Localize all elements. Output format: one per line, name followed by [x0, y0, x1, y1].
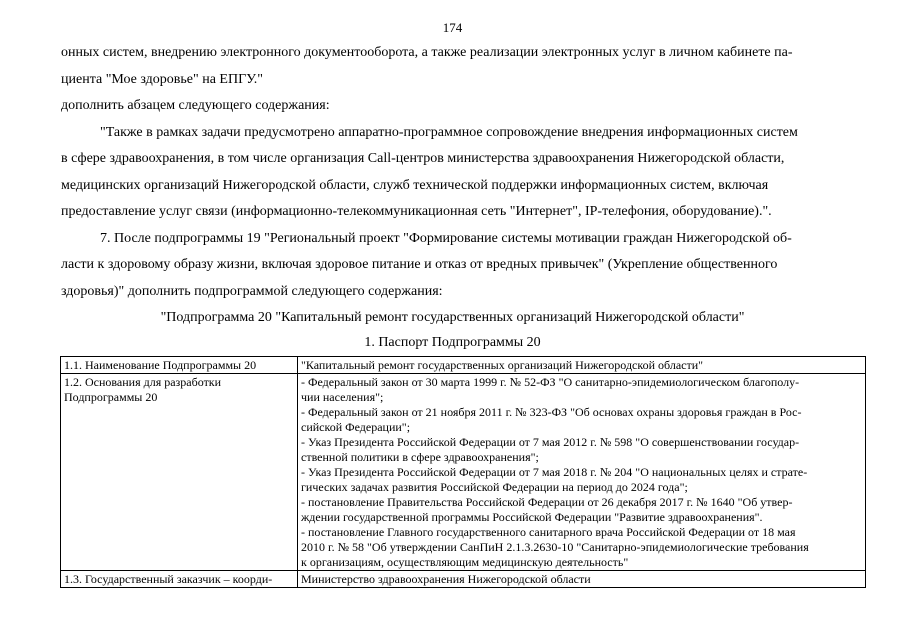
cell-text: 1.1. Наименование Подпрограммы 20	[64, 358, 257, 372]
cell-text: - Указ Президента Российской Федерации от 7 мая 2012 г. № 598 "О совершенствовании государ-	[301, 435, 800, 449]
table-row	[61, 374, 866, 571]
cell-text: Подпрограммы 20	[64, 390, 158, 404]
table-row	[61, 571, 866, 588]
text-line: в сфере здравоохранения, в том числе организация Call-центров министерства здравоохранения Нижегородской области,	[61, 151, 785, 166]
cell-text: - Федеральный закон от 21 ноября 2011 г. № 323-ФЗ "Об основах охраны здоровья граждан в Рос-	[301, 405, 802, 419]
cell-text: ственной политики в сфере здравоохранения";	[301, 450, 539, 464]
cell-text: - постановление Главного государственного санитарного врача Российской Федерации от 18 мая	[301, 525, 796, 539]
cell-text: к организациям, осуществляющим медицинскую деятельность"	[301, 555, 629, 569]
cell-text: 2010 г. № 58 "Об утверждении СанПиН 2.1.3.2630-10 "Санитарно-эпидемиологические требования	[301, 540, 809, 554]
text-line: "Также в рамках задачи предусмотрено аппаратно-программное сопровождение внедрения информационных систем	[100, 125, 798, 140]
text-line: дополнить абзацем следующего содержания:	[61, 98, 330, 113]
cell-text: - Федеральный закон от 30 марта 1999 г. № 52-ФЗ "О санитарно-эпидемиологическом благополу-	[301, 375, 800, 389]
text-line: циента "Мое здоровье" на ЕПГУ."	[61, 72, 264, 87]
table-cell-label	[61, 374, 298, 571]
text-line: предоставление услуг связи (информационно-телекоммуникационная сеть "Интернет", IP-телефония, оборудование).".	[61, 204, 772, 219]
table-row	[61, 357, 866, 374]
cell-text: 1.2. Основания для разработки	[64, 375, 222, 389]
passport-table	[60, 356, 866, 588]
cell-text: - постановление Правительства Российской Федерации от 26 декабря 2017 г. № 1640 "Об утвер-	[301, 495, 793, 509]
table-cell-value	[298, 357, 866, 374]
cell-text: ждении государственной программы Российской Федерации "Развитие здравоохранения".	[301, 510, 763, 524]
text-line: онных систем, внедрению электронного документооборота, а также реализации электронных услуг в личном кабинете па-	[61, 45, 793, 60]
text-line: здоровья)" дополнить подпрограммой следующего содержания:	[61, 284, 443, 299]
text-line: медицинских организаций Нижегородской области, служб технической поддержки информационных систем, включая	[61, 178, 769, 193]
cell-text: чии населения";	[301, 390, 384, 404]
passport-title: 1. Паспорт Подпрограммы 20	[364, 335, 541, 350]
table-cell-value	[298, 374, 866, 571]
cell-text: "Капитальный ремонт государственных организаций Нижегородской области"	[301, 358, 704, 372]
table-cell-label	[61, 571, 298, 588]
cell-text: 1.3. Государственный заказчик – коорди-	[64, 572, 273, 586]
text-line: ласти к здоровому образу жизни, включая здоровое питание и отказ от вредных привычек" (Укрепление общественного	[61, 257, 778, 272]
cell-text: Министерство здравоохранения Нижегородской области	[301, 572, 591, 586]
subprogram-title: "Подпрограмма 20 "Капитальный ремонт государственных организаций Нижегородской области"	[160, 310, 745, 325]
page-number: 174	[442, 20, 463, 35]
cell-text: сийской Федерации";	[301, 420, 411, 434]
table-cell-value	[298, 571, 866, 588]
text-line: 7. После подпрограммы 19 "Региональный проект "Формирование системы мотивации граждан Нижегородской об-	[100, 231, 792, 246]
table-cell-label	[61, 357, 298, 374]
cell-text: - Указ Президента Российской Федерации от 7 мая 2018 г. № 204 "О национальных целях и страте-	[301, 465, 808, 479]
cell-text: гических задачах развития Российской Федерации на период до 2024 года";	[301, 480, 688, 494]
